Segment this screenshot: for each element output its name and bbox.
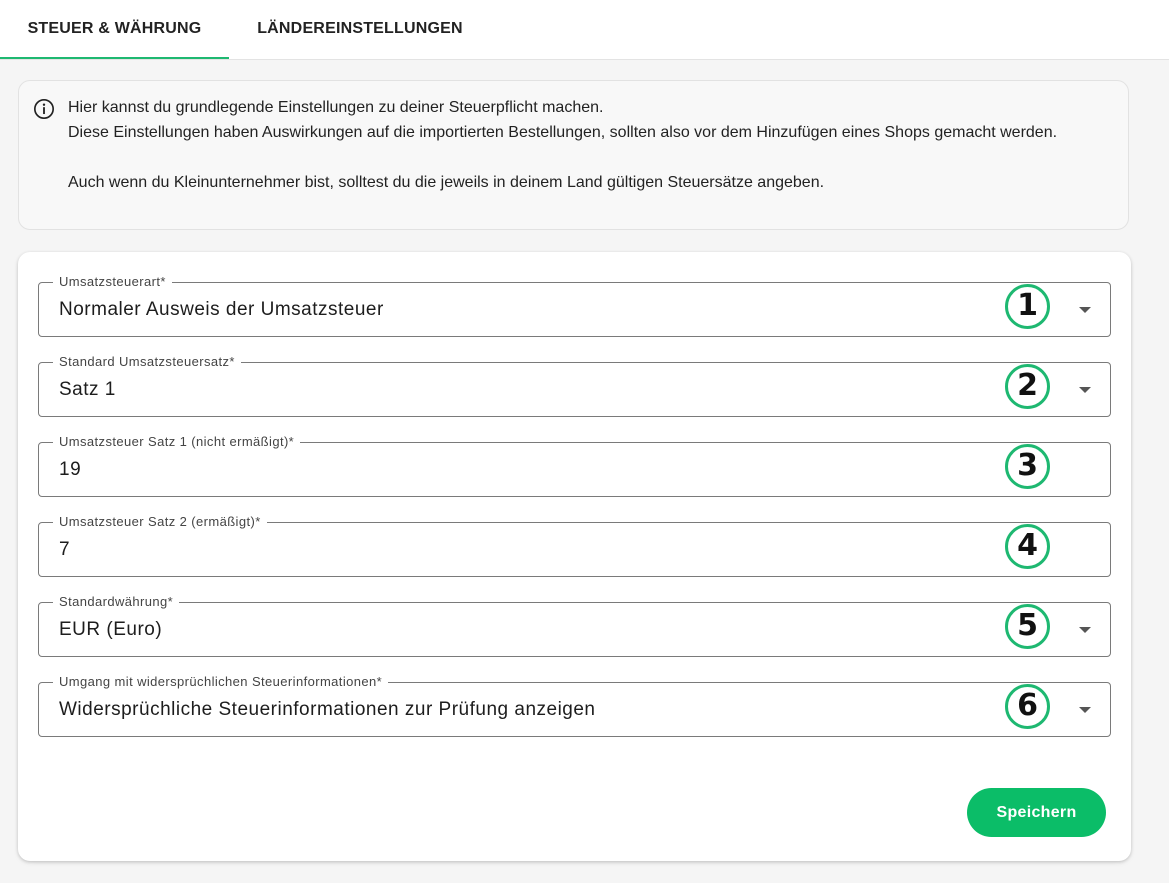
tab-bar	[0, 0, 1169, 60]
save-button[interactable]: Speichern	[967, 788, 1106, 837]
tab-laendereinstellungen[interactable]: LÄNDEREINSTELLUNGEN	[257, 20, 463, 37]
dropdown-arrow-icon[interactable]	[1079, 307, 1091, 313]
field-label: Standard Umsatzsteuersatz*	[53, 354, 241, 370]
info-text	[68, 95, 1108, 195]
field-value[interactable]: 7	[59, 539, 71, 560]
field-label: Umgang mit widersprüchlichen Steuerinformationen*	[53, 674, 388, 690]
dropdown-arrow-icon[interactable]	[1079, 387, 1091, 393]
widerspruechliche-steuerinfo-select[interactable]	[38, 674, 1111, 737]
standard-umsatzsteuersatz-select[interactable]	[38, 354, 1111, 417]
number-badge: 3	[1005, 444, 1050, 489]
field-label: Umsatzsteuer Satz 2 (ermäßigt)*	[53, 514, 267, 530]
field-label: Standardwährung*	[53, 594, 179, 610]
tax-settings-form	[18, 252, 1131, 861]
umsatzsteuer-satz-1-input[interactable]	[38, 434, 1111, 497]
number-badge: 6	[1005, 684, 1050, 729]
dropdown-arrow-icon[interactable]	[1079, 627, 1091, 633]
field-label: Umsatzsteuerart*	[53, 274, 172, 290]
field-value: Widersprüchliche Steuerinformationen zur Prüfung anzeigen	[59, 699, 596, 720]
umsatzsteuerart-select[interactable]	[38, 274, 1111, 337]
field-value: Normaler Ausweis der Umsatzsteuer	[59, 299, 384, 320]
number-badge: 2	[1005, 364, 1050, 409]
dropdown-arrow-icon[interactable]	[1079, 707, 1091, 713]
number-badge: 1	[1005, 284, 1050, 329]
field-label: Umsatzsteuer Satz 1 (nicht ermäßigt)*	[53, 434, 300, 450]
field-value[interactable]: 19	[59, 459, 82, 480]
info-line-2: Diese Einstellungen haben Auswirkungen auf die importierten Bestellungen, sollten also vor dem Hinzufügen eines Shops gemacht werden.	[68, 124, 1058, 141]
info-circle-icon	[33, 98, 55, 120]
umsatzsteuer-satz-2-input[interactable]	[38, 514, 1111, 577]
tab-steuer-waehrung[interactable]: STEUER & WÄHRUNG	[0, 0, 229, 59]
info-box	[18, 80, 1129, 230]
number-badge: 5	[1005, 604, 1050, 649]
field-value: EUR (Euro)	[59, 619, 163, 640]
info-line-1: Hier kannst du grundlegende Einstellungen zu deiner Steuerpflicht machen.	[68, 99, 604, 116]
standardwaehrung-select[interactable]	[38, 594, 1111, 657]
field-value: Satz 1	[59, 379, 116, 400]
info-line-3: Auch wenn du Kleinunternehmer bist, solltest du die jeweils in deinem Land gültigen Steuersätze angeben.	[68, 174, 825, 191]
number-badge: 4	[1005, 524, 1050, 569]
